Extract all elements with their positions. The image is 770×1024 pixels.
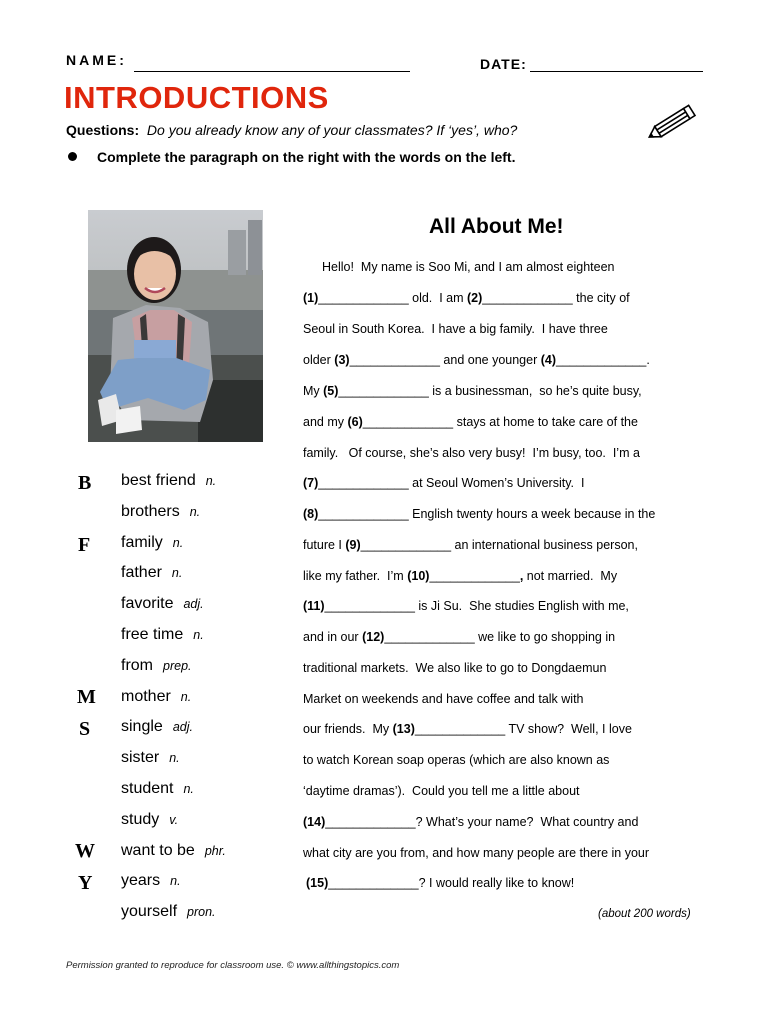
passage-line [306, 876, 574, 890]
vocab-item [121, 564, 182, 582]
passage-text: _____________ an international business person, [360, 538, 638, 552]
passage-line [303, 322, 608, 336]
vocab-part-of-speech: prep. [163, 659, 192, 673]
passage-text: _____________ and one younger [349, 353, 541, 367]
vocab-item [121, 749, 180, 767]
passage-text: _____________ [429, 569, 520, 583]
vocab-part-of-speech: n. [171, 566, 183, 580]
passage-text: Market on weekends and have coffee and talk with [303, 692, 584, 706]
page-title: INTRODUCTIONS [64, 80, 329, 115]
passage-line [303, 722, 632, 736]
passage-text: Hello! My name is Soo Mi, and I am almost eighteen [322, 260, 615, 274]
vocab-word: mother [121, 688, 171, 705]
vocab-part-of-speech: n. [169, 751, 180, 765]
passage-line [303, 661, 606, 675]
passage-text: not married. My [523, 569, 618, 583]
passage-text: _____________ is Ji Su. She studies English with me, [324, 599, 629, 613]
passage-text: _____________? What’s your name? What country and [325, 815, 639, 829]
vocab-item [121, 842, 226, 860]
passage-line [303, 446, 640, 460]
vocab-word: free time [121, 626, 184, 643]
passage-line [303, 692, 584, 706]
index-letter: F [78, 534, 91, 556]
vocab-item [121, 657, 192, 675]
blank-number: (7) [303, 476, 319, 490]
vocab-item [121, 503, 200, 521]
passage-text: _____________ is a businessman, so he’s quite busy, [338, 384, 642, 398]
passage-text: _____________ TV show? Well, I love [414, 722, 632, 736]
name-blank-line[interactable] [134, 71, 410, 72]
vocab-item [121, 903, 216, 921]
passage-text: _____________ we like to go shopping in [384, 630, 616, 644]
passage-line [303, 353, 650, 367]
index-letter: S [79, 718, 91, 740]
passage-text: and in our [303, 630, 363, 644]
blank-number: (15) [306, 876, 329, 890]
vocab-item [121, 688, 191, 706]
index-letter: B [78, 472, 92, 494]
pencil-icon [644, 104, 700, 144]
vocab-part-of-speech: pron. [187, 905, 216, 919]
vocab-part-of-speech: n. [170, 874, 181, 888]
blank-number: (11) [303, 599, 325, 613]
passage-text: our friends. My [303, 722, 393, 736]
vocab-word: years [121, 872, 161, 889]
questions-line [66, 122, 517, 138]
date-blank-line[interactable] [530, 71, 703, 72]
bullet-icon [68, 152, 77, 161]
vocab-part-of-speech: adj. [172, 720, 193, 734]
vocab-word: best friend [121, 472, 196, 489]
blank-number: (9) [345, 538, 361, 552]
passage-text: and my [303, 415, 348, 429]
vocab-part-of-speech: n. [205, 474, 217, 488]
passage-text: future I [303, 538, 346, 552]
passage-line [303, 599, 629, 613]
instruction-text: Complete the paragraph on the right with the words on the left. [97, 149, 516, 165]
vocab-item [121, 534, 183, 552]
vocab-word: family [121, 534, 163, 551]
permission-note: Permission granted to reproduce for classroom use. © www.allthingstopics.com [66, 960, 400, 971]
vocab-item [121, 811, 178, 829]
passage-text: _____________? I would really like to know! [328, 876, 575, 890]
vocab-word: student [121, 780, 174, 797]
passage-text: _____________ the city of [482, 291, 630, 305]
passage-text: My [303, 384, 324, 398]
vocab-part-of-speech: n. [189, 505, 201, 519]
vocab-word: yourself [121, 903, 178, 920]
index-letter: W [75, 840, 95, 862]
vocab-word: brothers [121, 503, 180, 520]
passage-line [303, 415, 638, 429]
vocab-item [121, 595, 204, 613]
blank-number: (1) [303, 291, 319, 305]
blank-number: (4) [540, 353, 556, 367]
questions-label: Questions: [66, 122, 140, 138]
passage-line [303, 384, 642, 398]
passage-text: older [303, 353, 335, 367]
student-photo [88, 210, 263, 442]
passage-text: traditional markets. We also like to go to Dongdaemun [303, 661, 607, 675]
vocab-part-of-speech: n. [193, 628, 204, 642]
passage-text: Seoul in South Korea. I have a big family. I have three [303, 322, 608, 336]
vocab-word: sister [121, 749, 160, 766]
blank-number: , [519, 569, 524, 583]
vocab-word: from [121, 657, 153, 674]
blank-number: (2) [467, 291, 483, 305]
vocab-part-of-speech: adj. [183, 597, 204, 611]
vocab-item [121, 626, 204, 644]
vocab-item [121, 780, 194, 798]
passage-text: _____________ stays at home to take care of the [362, 415, 638, 429]
passage-line [303, 784, 580, 798]
date-label: DATE: [480, 56, 527, 72]
vocab-item [121, 872, 181, 890]
vocab-word: study [121, 811, 160, 828]
blank-number: (10) [407, 569, 430, 583]
passage-text: what city are you from, and how many people are there in your [303, 846, 650, 860]
vocab-part-of-speech: n. [180, 690, 192, 704]
index-letter: Y [78, 872, 93, 894]
vocab-part-of-speech: phr. [204, 844, 226, 858]
vocab-word: father [121, 564, 162, 581]
passage-text: _____________. [556, 353, 650, 367]
blank-number: (6) [347, 415, 363, 429]
vocab-word: want to be [121, 842, 195, 859]
blank-number: (13) [392, 722, 415, 736]
passage-line [303, 753, 609, 767]
passage-line [303, 846, 649, 860]
vocab-part-of-speech: v. [169, 813, 179, 827]
vocab-item [121, 472, 216, 490]
passage-text: _____________ English twenty hours a week because in the [318, 507, 656, 521]
vocab-part-of-speech: n. [172, 536, 184, 550]
passage-text: family. Of course, she’s also very busy! I’m busy, too. I’m a [303, 446, 640, 460]
vocab-item [121, 718, 193, 736]
passage-text: _____________ at Seoul Women’s University. I [318, 476, 585, 490]
blank-number: (5) [323, 384, 339, 398]
vocab-word: favorite [121, 595, 174, 612]
name-label: NAME: [66, 52, 127, 68]
word-count-note: (about 200 words) [598, 908, 691, 920]
passage-line [303, 507, 655, 521]
questions-text: Do you already know any of your classmates? If ‘yes’, who? [146, 122, 518, 138]
passage-line [303, 630, 615, 644]
passage-text: _____________ old. I am [318, 291, 468, 305]
blank-number: (12) [362, 630, 385, 644]
blank-number: (8) [303, 507, 319, 521]
passage-text: to watch Korean soap operas (which are also known as [303, 753, 610, 767]
passage-line [303, 476, 584, 490]
passage-line [322, 260, 615, 274]
passage-line [303, 569, 617, 583]
vocab-part-of-speech: n. [183, 782, 194, 796]
passage-text: like my father. I’m [303, 569, 408, 583]
vocab-word: single [121, 718, 163, 735]
passage-text: ‘daytime dramas’). Could you tell me a little about [303, 784, 580, 798]
passage-line [303, 815, 638, 829]
index-letter: M [77, 686, 96, 708]
blank-number: (3) [334, 353, 350, 367]
passage-line [303, 538, 638, 552]
passage-heading: All About Me! [429, 215, 564, 238]
blank-number: (14) [303, 815, 326, 829]
passage-line [303, 291, 630, 305]
